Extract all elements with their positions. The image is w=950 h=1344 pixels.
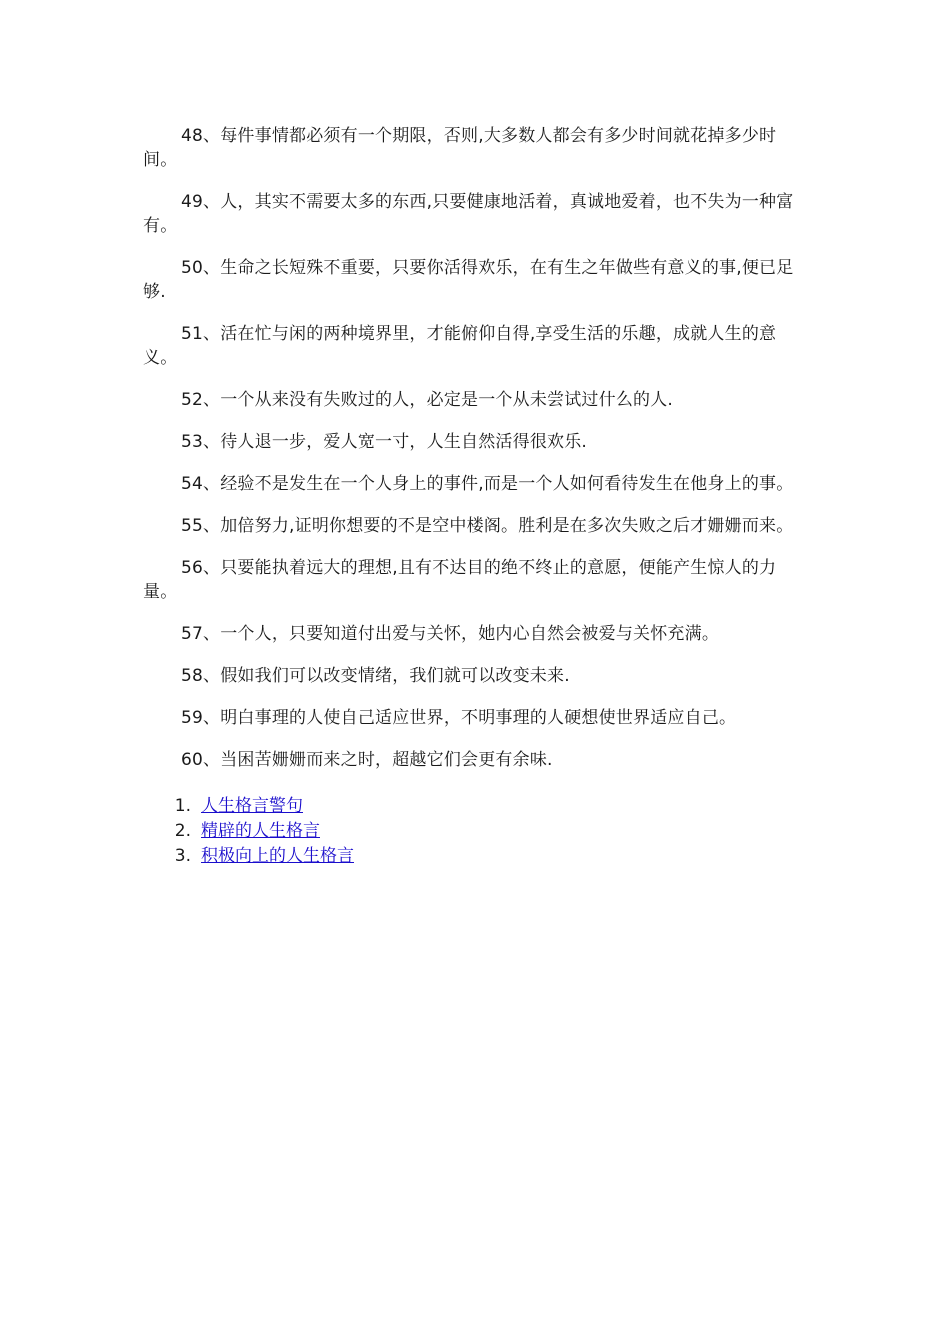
related-links-list — [143, 794, 808, 869]
related-link[interactable]: 积极向上的人生格言 — [201, 846, 354, 866]
list-number: 3. — [174, 846, 191, 866]
list-number: 1. — [174, 796, 191, 816]
quote-paragraph: 55、加倍努力,证明你想要的不是空中楼阁。胜利是在多次失败之后才姗姗而来。 — [181, 516, 794, 536]
list-number: 2. — [174, 821, 191, 841]
related-link[interactable]: 人生格言警句 — [201, 796, 303, 816]
quote-paragraph: 58、假如我们可以改变情绪，我们就可以改变未来. — [181, 666, 570, 686]
quote-paragraph: 53、待人退一步，爱人宽一寸，人生自然活得很欢乐. — [181, 432, 588, 452]
quote-paragraph: 49、人，其实不需要太多的东西,只要健康地活着，真诚地爱着，也不失为一种富有。 — [143, 192, 794, 236]
quote-paragraph: 56、只要能执着远大的理想,且有不达目的绝不终止的意愿，便能产生惊人的力量。 — [143, 558, 777, 602]
related-link[interactable]: 精辟的人生格言 — [201, 821, 320, 841]
quote-paragraph: 52、一个从来没有失败过的人，必定是一个从未尝试过什么的人. — [181, 390, 674, 410]
quote-paragraph: 51、活在忙与闲的两种境界里，才能俯仰自得,享受生活的乐趣，成就人生的意义。 — [143, 324, 777, 368]
quote-paragraph: 59、明白事理的人使自己适应世界，不明事理的人硬想使世界适应自己。 — [181, 708, 737, 728]
related-link-item — [143, 844, 808, 869]
related-link-item — [143, 794, 808, 819]
quote-paragraph: 60、当困苦姗姗而来之时，超越它们会更有余味. — [181, 750, 553, 770]
quote-paragraph: 57、一个人，只要知道付出爱与关怀，她内心自然会被爱与关怀充满。 — [181, 624, 720, 644]
document-body — [143, 124, 808, 869]
quote-paragraph: 50、生命之长短殊不重要，只要你活得欢乐，在有生之年做些有意义的事,便已足够. — [143, 258, 794, 302]
quote-paragraph: 54、经验不是发生在一个人身上的事件,而是一个人如何看待发生在他身上的事。 — [181, 474, 794, 494]
quote-paragraph: 48、每件事情都必须有一个期限，否则,大多数人都会有多少时间就花掉多少时间。 — [143, 126, 777, 170]
related-link-item — [143, 819, 808, 844]
